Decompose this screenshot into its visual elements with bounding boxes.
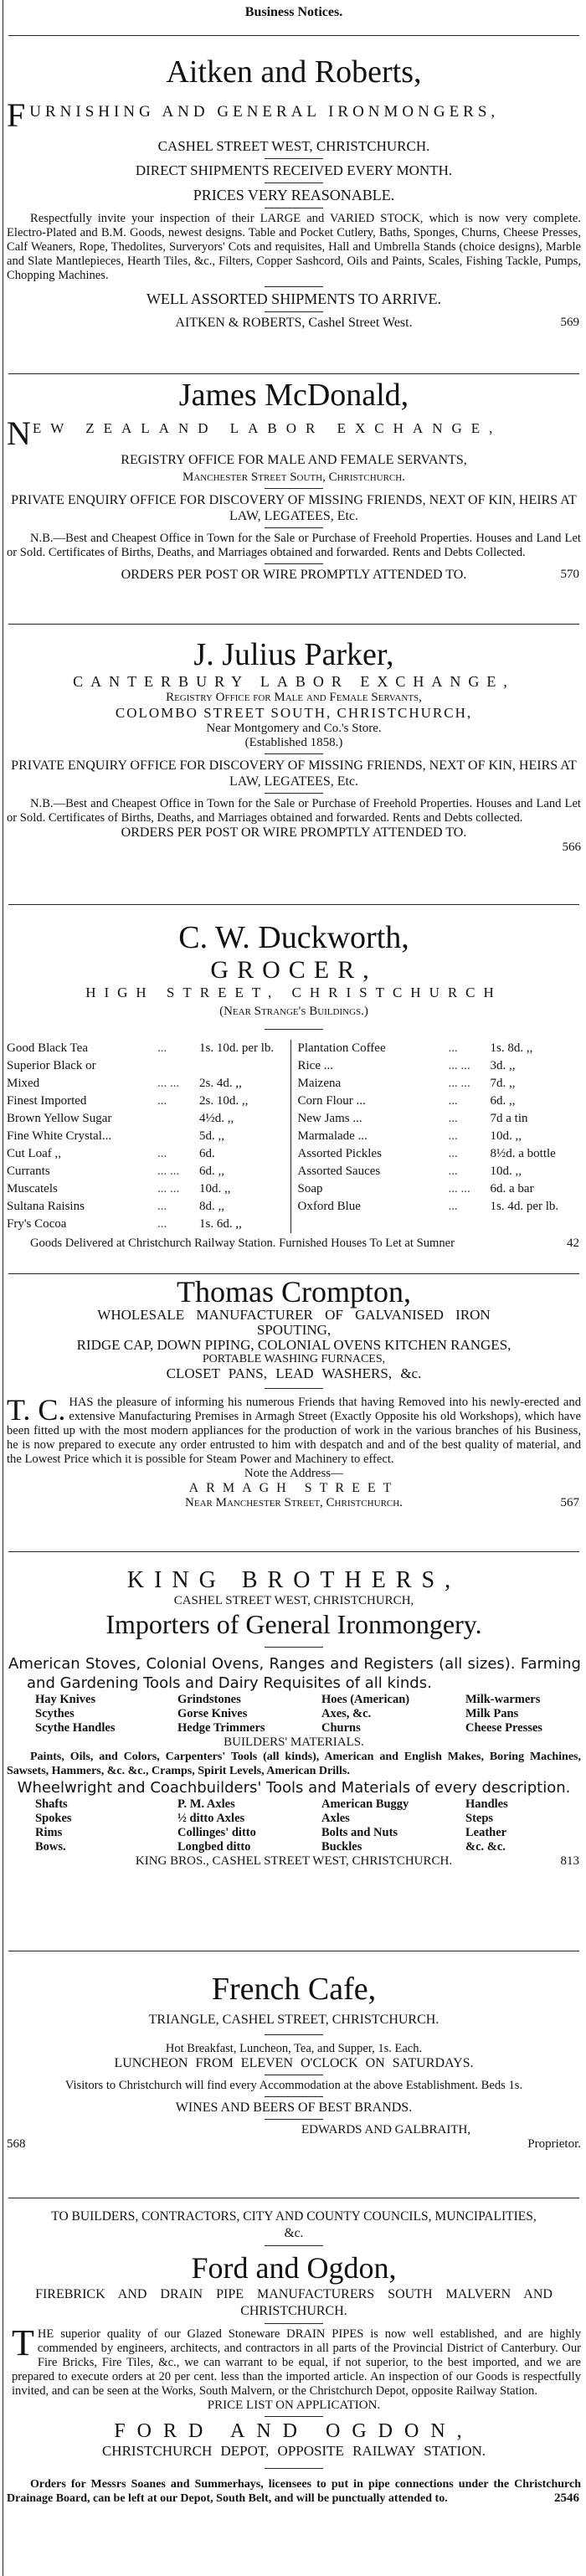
- divider: [8, 624, 579, 625]
- item-name: Brown Yellow Sugar: [7, 1112, 112, 1125]
- builders-heading: BUILDERS' MATERIALS.: [224, 1735, 364, 1749]
- tool-item: Axes, &c.: [321, 1707, 372, 1720]
- item-price: 10d. ,,: [490, 1129, 522, 1143]
- ad-to: TO BUILDERS, CONTRACTORS, CITY AND COUNTY COUNCILS, MUNCIPALITIES, &c.: [51, 2209, 537, 2240]
- item-dots: ... ...: [448, 1077, 470, 1090]
- ad-french-cafe: [7, 1954, 581, 2197]
- ad-orders-text: ORDERS PER POST OR WIRE PROMPTLY ATTENDED TO.: [121, 568, 467, 582]
- ad-prices: PRICES VERY REASONABLE.: [193, 187, 395, 203]
- price-row: [7, 1057, 290, 1075]
- ad-footer: [7, 2137, 581, 2152]
- item-dots: [157, 1128, 199, 1145]
- price-row: [7, 1163, 290, 1180]
- divider: [265, 753, 323, 754]
- part-item: ½ ditto Axles: [177, 1812, 245, 1825]
- ad-orders: [7, 2477, 581, 2506]
- ad-proprietors: EDWARDS AND GALBRAITH,: [301, 2123, 471, 2136]
- item-dots: ...: [157, 1147, 167, 1160]
- ad-address: COLOMBO STREET SOUTH, CHRISTCHURCH,: [115, 705, 473, 721]
- item-price: 4½d. ,,: [199, 1112, 234, 1125]
- ad-intro: American Stoves, Colonial Ovens, Ranges and Registers (all sizes). Farming and Gardening Tools and Dairy Requisites of all kinds.: [8, 1655, 581, 1692]
- price-row: [7, 1180, 290, 1198]
- ad-ref: 2546: [554, 2491, 579, 2505]
- ad-line: WHOLESALE MANUFACTURER OF GALVANISED IRON: [97, 1307, 491, 1323]
- item-dots: ...: [448, 1094, 458, 1108]
- item-name: Assorted Pickles: [297, 1147, 382, 1160]
- item-dots: ...: [448, 1041, 458, 1055]
- part-item: Longbed ditto: [177, 1840, 251, 1854]
- divider: [8, 904, 579, 905]
- divider: [265, 2323, 323, 2324]
- ad-title: [7, 414, 581, 453]
- divider: [265, 311, 323, 312]
- ad-line: PORTABLE WASHING FURNACES,: [202, 1353, 386, 1365]
- ad-orders: [7, 568, 581, 583]
- tool-item: Churns: [321, 1721, 361, 1735]
- item-price: 5d. ,,: [199, 1129, 224, 1143]
- divider: [265, 2096, 323, 2097]
- item-price: 10d. ,,: [490, 1165, 522, 1178]
- ad-body: N.B.—Best and Cheapest Office in Town for the Sale or Purchase of Freehold Properties. Houses and Land Let or Sold. Certificates of Births, Deaths, and Marriages obtained and forwarded. Rents and Debts collected.: [7, 797, 581, 825]
- divider: [8, 1273, 579, 1274]
- item-dots: ...: [157, 1041, 167, 1055]
- wheelwright: Wheelwright and Coachbuilders' Tools and Materials of every description.: [17, 1779, 571, 1797]
- item-name: Currants: [7, 1165, 50, 1178]
- item-dots: ... ...: [157, 1182, 180, 1195]
- drop-cap: T. C.: [7, 1393, 66, 1427]
- item-price: 1s. 6d. ,,: [199, 1217, 242, 1231]
- tool-item: Hay Knives: [35, 1693, 96, 1706]
- ad-wines: WINES AND BEERS OF BEST BRANDS.: [175, 2100, 413, 2115]
- tool-item: Milk Pans: [465, 1707, 519, 1720]
- tool-item: Scythes: [35, 1707, 75, 1720]
- ad-luncheon: LUNCHEON FROM ELEVEN O'CLOCK ON SATURDAYS.: [114, 2056, 474, 2070]
- section-header: [7, 5, 581, 30]
- item-name: Muscatels: [7, 1182, 58, 1195]
- item-price: 6d. ,,: [490, 1094, 516, 1108]
- divider: [265, 286, 323, 287]
- ad-name: KING BROTHERS,: [126, 1567, 461, 1593]
- tool-item: Gorse Knives: [177, 1707, 248, 1720]
- item-name: Superior Black or: [7, 1059, 96, 1072]
- ad-pricelist: PRICE LIST ON APPLICATION.: [207, 2399, 381, 2412]
- divider: [8, 373, 579, 374]
- divider: [265, 2468, 323, 2469]
- item-dots: ...: [157, 1200, 167, 1213]
- ad-established: (Established 1858.): [244, 736, 343, 749]
- ad-ford-ogdon: [7, 2202, 581, 2574]
- ad-name: French Cafe,: [211, 1972, 377, 2007]
- item-dots: ...: [448, 1165, 458, 1178]
- tool-item: Hoes (American): [321, 1693, 410, 1706]
- ad-firm: FORD AND OGDON,: [114, 2420, 474, 2442]
- ad-body: N.B.—Best and Cheapest Office in Town for the Sale or Purchase of Freehold Properties. Houses and Land Let or Sold. Certificates of Births, Deaths, and Marriages obtained and forwarded. Rents and Debts Collected.: [7, 532, 581, 559]
- part-item: Rims: [35, 1826, 63, 1839]
- ad-line: SPOUTING,: [256, 1322, 332, 1338]
- ad-arrive: WELL ASSORTED SHIPMENTS TO ARRIVE.: [146, 291, 442, 307]
- item-dots: ...: [448, 1147, 458, 1160]
- price-list: [7, 1040, 581, 1233]
- item-dots: ...: [157, 1217, 167, 1231]
- tool-item: Grindstones: [177, 1693, 241, 1706]
- ad-proprietor-label: Proprietor.: [527, 2137, 581, 2151]
- price-row: [298, 1075, 582, 1093]
- divider: [265, 488, 323, 489]
- ad-ref: 567: [560, 1496, 579, 1509]
- price-row: [7, 1040, 290, 1057]
- divider: [265, 563, 323, 564]
- divider: [265, 158, 323, 159]
- ad-registry: REGISTRY OFFICE FOR MALE AND FEMALE SERVANTS,: [121, 453, 467, 467]
- divider: [265, 793, 323, 794]
- price-row: [7, 1145, 290, 1163]
- item-price: 6d.: [199, 1147, 215, 1160]
- ad-title-text: EW ZEALAND LABOR EXCHANGE,: [32, 420, 502, 436]
- ad-ref: 570: [560, 568, 579, 581]
- price-row: [7, 1093, 290, 1110]
- ad-footer-text: Goods Delivered at Christchurch Railway Station. Furnished Houses To Let at Sumner: [30, 1237, 455, 1250]
- price-row: [7, 1110, 290, 1128]
- item-name: Maizena: [297, 1077, 342, 1090]
- drop-cap: N: [7, 414, 33, 452]
- ad-ref: 568: [7, 2137, 26, 2151]
- item-price: 8d. ,,: [199, 1200, 224, 1213]
- ad-visitors: Visitors to Christchurch will find every Accommodation at the above Establishment. Beds 1s.: [64, 2079, 523, 2092]
- drop-cap: F: [7, 96, 30, 134]
- ad-footer: [7, 1854, 581, 1869]
- item-name: Sultana Raisins: [7, 1200, 85, 1213]
- price-list-left: [7, 1040, 290, 1233]
- tools-list: [7, 1693, 581, 1735]
- ad-enquiry: PRIVATE ENQUIRY OFFICE FOR DISCOVERY OF MISSING FRIENDS, NEXT OF KIN, HEIRS AT LAW, LEGATEES, Etc.: [11, 758, 577, 789]
- ad-james-mcdonald: [7, 377, 581, 623]
- item-price: 8½d. a bottle: [490, 1147, 556, 1160]
- ad-footer-text: AITKEN & ROBERTS, Cashel Street West.: [175, 316, 413, 330]
- ad-aitken-roberts: [7, 42, 581, 373]
- item-name: Rice ...: [297, 1059, 333, 1072]
- ad-trade: GROCER,: [210, 956, 378, 984]
- price-row: [7, 1128, 290, 1145]
- ad-body: Respectfully invite your inspection of their LARGE and VARIED STOCK, which is now very complete. Electro-Plated and B.M. Goods, newest designs. Table and Pocket Cutlery, Baths, Sponges, Churns, Cheese Presses, Calf Weaners, Rope, Thedolites, Surveryors' Cots and requisites, Hall and Umbrella Stands (choice designs), Marble and Slate Mantlepieces, Hearth Tiles, &c., Filters, Copper Sashcord, Oils and Paints, Scales, Fishing Tackle, Pumps, Chopping Machines.: [7, 212, 581, 282]
- item-price: 1s. 8d. ,,: [490, 1041, 533, 1055]
- price-row: [298, 1040, 582, 1057]
- price-row: [7, 1216, 290, 1233]
- item-dots: ... ...: [448, 1182, 470, 1195]
- ad-footer: [7, 1237, 581, 1251]
- ad-footer-text: KING BROS., CASHEL STREET WEST, CHRISTCHURCH.: [135, 1854, 453, 1868]
- ad-title: CANTERBURY LABOR EXCHANGE,: [73, 673, 515, 690]
- divider: [8, 35, 579, 36]
- drop-cap: T: [12, 2322, 34, 2363]
- item-price: 3d. ,,: [490, 1059, 516, 1072]
- price-row: [298, 1110, 582, 1128]
- price-row: [298, 1163, 582, 1180]
- builders-body: Paints, Oils, and Colors, Carpenters' Tools (all kinds), American and English Makes, Boring Machines, Sawsets, Hammers, &c. &c., Cramps, Spirit Levels, American Drills.: [7, 1751, 581, 1777]
- tool-item: Hedge Trimmers: [177, 1721, 265, 1735]
- divider: [265, 1388, 323, 1389]
- ad-line: RIDGE CAP, DOWN PIPING, COLONIAL OVENS KITCHEN RANGES,: [76, 1337, 511, 1353]
- ad-title: FIREBRICK AND DRAIN PIPE MANUFACTURERS SOUTH MALVERN AND CHRISTCHURCH.: [35, 2287, 553, 2318]
- ad-name: James McDonald,: [178, 378, 409, 413]
- ad-name: Aitken and Roberts,: [166, 54, 422, 90]
- ad-footer: [7, 316, 581, 331]
- price-row: [298, 1093, 582, 1110]
- part-item: Bows.: [35, 1840, 66, 1854]
- ad-ref: 569: [560, 316, 579, 329]
- ad-address: HIGH STREET, CHRISTCHURCH: [85, 985, 502, 1000]
- ad-street: ARMAGH STREET: [188, 1481, 399, 1495]
- price-row: [298, 1145, 582, 1163]
- ad-ref: 566: [562, 841, 581, 854]
- ad-address: CASHEL STREET WEST, CHRISTCHURCH,: [173, 1594, 414, 1607]
- item-name: Plantation Coffee: [297, 1041, 386, 1055]
- divider: [265, 1647, 323, 1648]
- item-name: Marmalade ...: [297, 1129, 368, 1143]
- item-price: 1s. 10d. per lb.: [199, 1041, 275, 1055]
- page-heading: Business Notices.: [244, 5, 343, 19]
- part-item: Collinges' ditto: [177, 1826, 256, 1839]
- item-name: Good Black Tea: [7, 1041, 88, 1055]
- ad-near-text: Near Manchester Street, Christchurch.: [185, 1496, 403, 1509]
- item-dots: ...: [448, 1112, 458, 1125]
- price-row: [298, 1057, 582, 1075]
- item-price: 2s. 4d. ,,: [199, 1077, 242, 1090]
- price-row: [7, 1075, 290, 1093]
- ad-name: Ford and Ogdon,: [191, 2251, 397, 2285]
- item-dots: [157, 1110, 199, 1128]
- ad-body-text: HAS the pleasure of informing his numerous Friends that having Removed into his newly-erected and extensive Manufacturing Premises in Armagh Street (Exactly Opposite his old Workshops), which have been fitted up with the most modern appliances for the production of work in the various branches of his Business, he is now prepared to execute any order entrusted to him with despatch and and of the best quality of material, and the Lowest Price which it is possible for Steam Power and Machinery to effect.: [7, 1396, 581, 1466]
- item-name: Finest Imported: [7, 1094, 87, 1108]
- ad-body: [7, 1393, 581, 1467]
- item-dots: ...: [157, 1094, 167, 1108]
- item-price: 1s. 4d. per lb.: [490, 1200, 559, 1213]
- divider: [265, 2119, 323, 2120]
- ad-near: (Near Strange's Buildings.): [219, 1005, 368, 1018]
- ad-near: [7, 1496, 581, 1510]
- ad-address: CASHEL STREET WEST, CHRISTCHURCH.: [157, 138, 430, 154]
- ad-duckworth-grocer: [7, 908, 581, 1273]
- item-price: 6d. a bar: [490, 1182, 534, 1195]
- ad-address: Manchester Street South, Christchurch.: [182, 470, 405, 484]
- part-item: Bolts and Nuts: [321, 1826, 398, 1839]
- part-item: Shafts: [35, 1797, 68, 1811]
- item-dots: ...: [448, 1200, 458, 1213]
- parts-list: [7, 1797, 581, 1854]
- price-row: [298, 1180, 582, 1198]
- part-item: American Buggy: [321, 1797, 409, 1811]
- divider: [265, 2034, 323, 2035]
- part-item: Steps: [465, 1812, 494, 1825]
- item-dots: ... ...: [157, 1165, 180, 1178]
- ad-orders: ORDERS PER POST OR WIRE PROMPTLY ATTENDED TO.: [121, 825, 467, 840]
- item-name: Corn Flour ...: [297, 1094, 366, 1108]
- item-price: 7d. ,,: [490, 1077, 516, 1090]
- item-name: Soap: [297, 1182, 323, 1195]
- ad-name: C. W. Duckworth,: [178, 920, 409, 955]
- divider: [8, 1551, 579, 1552]
- ad-registry: Registry Office for Male and Female Servants,: [166, 691, 422, 704]
- ad-title: [7, 95, 581, 135]
- item-price: 2s. 10d. ,,: [199, 1094, 249, 1108]
- item-price: 10d. ,,: [199, 1182, 231, 1195]
- item-name: Assorted Sauces: [297, 1165, 381, 1178]
- item-name: New Jams ...: [297, 1112, 362, 1125]
- item-dots: ... ...: [157, 1077, 180, 1090]
- tool-item: Milk-warmers: [465, 1693, 541, 1706]
- price-list-right: [290, 1040, 582, 1233]
- ad-tagline: Importers of General Ironmongery.: [105, 1609, 482, 1639]
- divider: [265, 527, 323, 528]
- ad-depot: CHRISTCHURCH DEPOT, OPPOSITE RAILWAY STATION.: [101, 2443, 486, 2459]
- ad-body-text: HE superior quality of our Glazed Stoneware DRAIN PIPES is now well established, and are highly commended by engineers, architects, and contractors in all parts of the Provincial District of Canterbury. Our Fire Bricks, Fire Tiles, &c., we can warrant to be equal, if not superior, to the best imported, and we are prepared to execute orders at 20 per cent. less than the imported article. An inspection of our Goods is respectfully invited, and can be seen at the Works, South Malvern, or the Christchurch Depot, opposite Railway Station.: [12, 2327, 581, 2398]
- price-row: [298, 1198, 582, 1216]
- ad-ref: 42: [567, 1237, 579, 1250]
- part-item: Leather: [465, 1826, 507, 1839]
- ad-title-text: URNISHING AND GENERAL IRONMONGERS,: [29, 103, 500, 121]
- item-name: Mixed: [7, 1077, 40, 1090]
- ad-name: Thomas Crompton,: [177, 1276, 411, 1309]
- ad-thomas-crompton: [7, 1276, 581, 1550]
- price-row: [298, 1128, 582, 1145]
- item-price: 6d. ,,: [199, 1165, 224, 1178]
- ad-king-brothers: [7, 1557, 581, 1949]
- item-price: 7d a tin: [490, 1112, 528, 1125]
- divider: [265, 1029, 323, 1030]
- part-item: Buckles: [321, 1840, 362, 1854]
- ad-julius-parker: [7, 628, 581, 902]
- price-row: [7, 1198, 290, 1216]
- part-item: Axles: [321, 1812, 350, 1825]
- ad-enquiry: PRIVATE ENQUIRY OFFICE FOR DISCOVERY OF MISSING FRIENDS, NEXT OF KIN, HEIRS AT LAW, LEGATEES, Etc.: [11, 493, 577, 523]
- item-dots: [157, 1057, 199, 1075]
- ad-near: Near Montgomery and Co.'s Store.: [206, 722, 382, 735]
- tool-item: Cheese Presses: [465, 1721, 542, 1735]
- tool-item: Scythe Handles: [35, 1721, 116, 1735]
- ad-body: [7, 2322, 581, 2399]
- item-name: Oxford Blue: [297, 1200, 361, 1213]
- item-name: Fine White Crystal...: [7, 1129, 112, 1143]
- part-item: Handles: [465, 1797, 508, 1811]
- ad-line: CLOSET PANS, LEAD WASHERS, &c.: [166, 1365, 422, 1381]
- ad-address: TRIANGLE, CASHEL STREET, CHRISTCHURCH.: [148, 2013, 440, 2027]
- divider: [265, 2245, 323, 2246]
- ad-shipments: DIRECT SHIPMENTS RECEIVED EVERY MONTH.: [135, 162, 453, 178]
- item-dots: ... ...: [448, 1059, 470, 1072]
- part-item: P. M. Axles: [177, 1797, 235, 1811]
- part-item: &c. &c.: [465, 1840, 506, 1854]
- ad-name: J. Julius Parker,: [193, 637, 394, 672]
- ad-orders-text: Orders for Messrs Soanes and Summerhays, licensees to put in pipe connections under the Christchurch Drainage Board, can be left at our Depot, South Belt, and will be punctually attended to.: [7, 2478, 581, 2505]
- part-item: Spokes: [35, 1812, 72, 1825]
- ad-note: Note the Address—: [244, 1467, 344, 1480]
- item-name: Cut Loaf ,,: [7, 1147, 61, 1160]
- item-price: [199, 1057, 290, 1075]
- ad-meals: Hot Breakfast, Luncheon, Tea, and Supper, 1s. Each.: [165, 2042, 423, 2055]
- item-name: Fry's Cocoa: [7, 1217, 67, 1231]
- item-dots: ...: [448, 1129, 458, 1143]
- divider: [265, 2416, 323, 2417]
- ad-ref: 813: [560, 1854, 579, 1868]
